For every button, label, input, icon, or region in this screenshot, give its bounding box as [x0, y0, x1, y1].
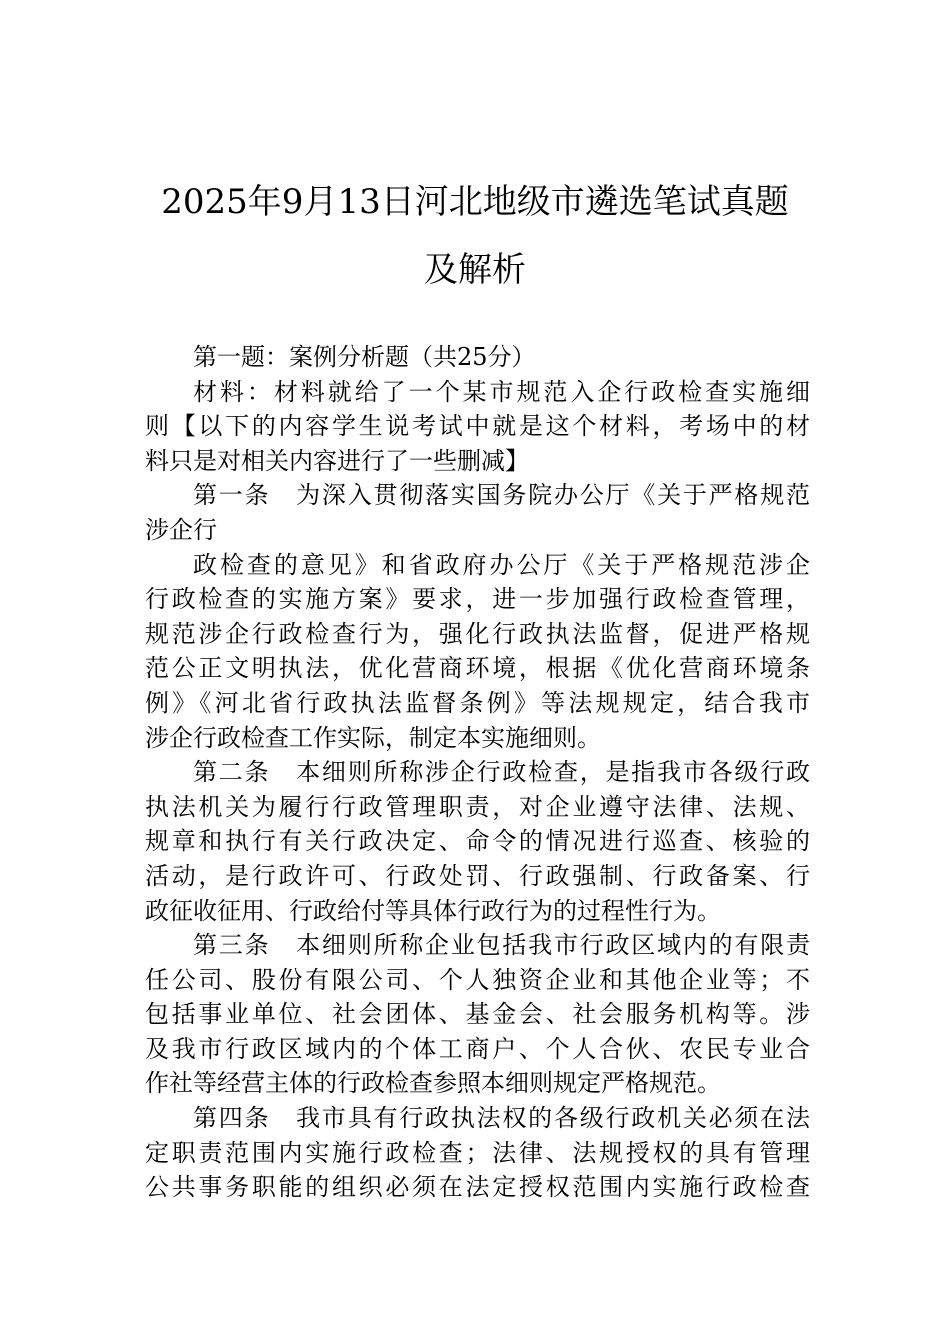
paragraph-line: 执法机关为履行行政管理职责，对企业遵守法律、法规、 — [145, 792, 810, 821]
paragraph-line: 料只是对相关内容进行了一些删减】 — [145, 446, 529, 475]
paragraph-line: 第三条 本细则所称企业包括我市行政区域内的有限责 — [193, 931, 810, 960]
paragraph-line: 涉企行 — [145, 515, 217, 544]
paragraph-line: 规范涉企行政检查行为，强化行政执法监督，促进严格规 — [145, 619, 810, 648]
document-title-line-2: 及解析 — [424, 250, 526, 290]
paragraph-line: 规章和执行有关行政决定、命令的情况进行巡查、核验的 — [145, 827, 810, 856]
paragraph-line: 涉企行政检查工作实际，制定本实施细则。 — [145, 723, 601, 752]
paragraph-line: 第二条 本细则所称涉企行政检查，是指我市各级行政 — [193, 758, 810, 787]
paragraph-line: 定职责范围内实施行政检查；法律、法规授权的具有管理 — [145, 1138, 810, 1167]
paragraph-line: 范公正文明执法，优化营商环境，根据《优化营商环境条 — [145, 654, 810, 683]
paragraph-line: 行政检查的实施方案》要求，进一步加强行政检查管理， — [145, 585, 810, 614]
paragraph-line: 例》《河北省行政执法监督条例》等法规规定，结合我市 — [145, 688, 810, 717]
paragraph-line: 第一条 为深入贯彻落实国务院办公厅《关于严格规范 — [193, 481, 810, 510]
section-heading: 第一题：案例分析题（共25分） — [193, 343, 536, 371]
paragraph-line: 公共事务职能的组织必须在法定授权范围内实施行政检查 — [145, 1173, 810, 1202]
paragraph-line: 作社等经营主体的行政检查参照本细则规定严格规范。 — [145, 1069, 721, 1098]
paragraph-line: 第四条 我市具有行政执法权的各级行政机关必须在法 — [193, 1104, 810, 1133]
paragraph-line: 活动，是行政许可、行政处罚、行政强制、行政备案、行 — [145, 861, 810, 890]
paragraph-line: 政征收征用、行政给付等具体行政行为的过程性行为。 — [145, 896, 721, 925]
paragraph-line: 包括事业单位、社会团体、基金会、社会服务机构等。涉 — [145, 1000, 810, 1029]
paragraph-line: 任公司、股份有限公司、个人独资企业和其他企业等；不 — [145, 965, 810, 994]
document-title-line-1: 2025年9月13日河北地级市遴选笔试真题 — [161, 182, 789, 222]
paragraph-line: 则【以下的内容学生说考试中就是这个材料，考场中的材 — [145, 412, 810, 441]
paragraph-line: 及我市行政区域内的个体工商户、个人合伙、农民专业合 — [145, 1034, 810, 1063]
paragraph-line: 材料：材料就给了一个某市规范入企行政检查实施细 — [193, 377, 810, 406]
document-body — [145, 340, 810, 1205]
paragraph-line: 政检查的意见》和省政府办公厅《关于严格规范涉企 — [193, 550, 810, 579]
